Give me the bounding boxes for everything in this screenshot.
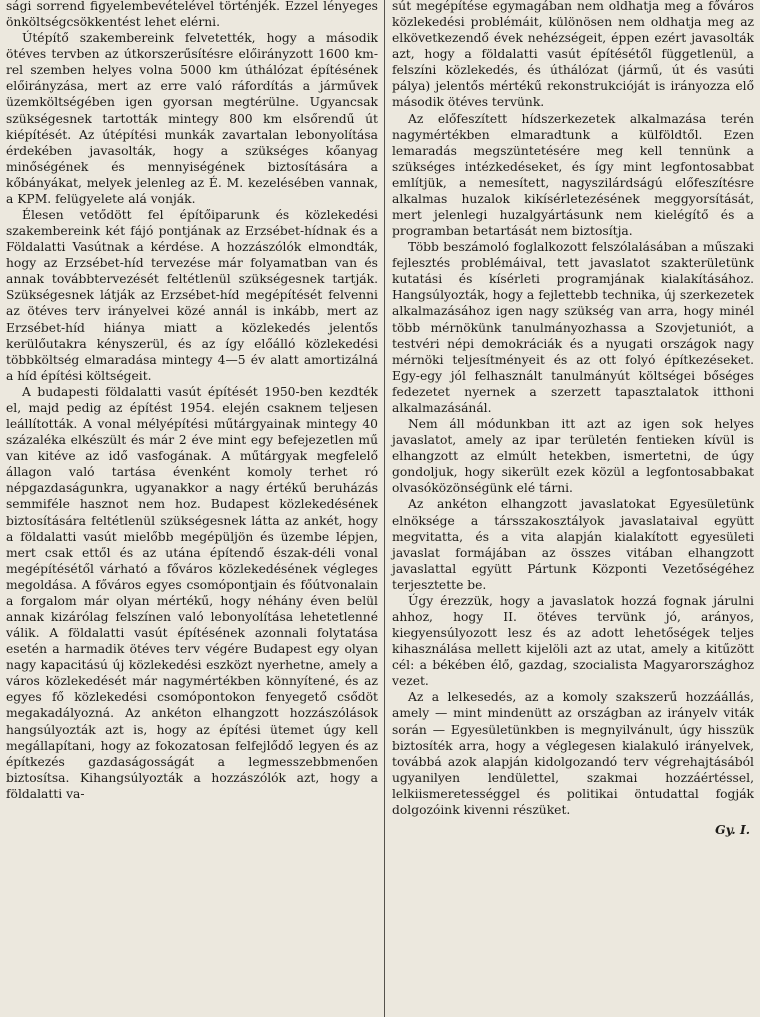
- paragraph: Több beszámoló foglalkozott felszólalásában a műszaki fejlesztés problémáival, tett javaslatot szakterületünk kutatási és kísérleti programjának kialakításához. Hangsúlyozták, hogy a fejlettebb technika, új szerkezetek alkalmazásához igen nagy szükség van arra, hogy minél több mérnökünk tanulmányozhassa a Szovjetuniót, a testvéri népi demokráciák és a nyugati országok nagy mérnöki teljesítményeit és az ott folyó építkezéseket. Egy-egy jól felhasznált tanulmányút költségei bőséges fedezetet nyernek a szerzett tapasztalatok itthoni alkalmazásánál.: [392, 240, 754, 415]
- paragraph: Úgy érezzük, hogy a javaslatok hozzá fognak járulni ahhoz, hogy II. ötéves tervünk jó, arányos, kiegyensúlyozott lesz és az adott lehetőségek teljes kihasználása mellett kijelöli azt az utat, amely a kitűzött cél: a békében élő, gazdag, szocialista Magyarországhoz vezet.: [392, 593, 754, 689]
- column-divider: [384, 0, 385, 1017]
- paragraph: sút megépítése egymagában nem oldhatja meg a főváros közlekedési problémáit, különösen nem oldhatja meg az elkövetkezendő évek nehézségeit, éppen ezért javasolták azt, hogy a földalatti vasút építésétől függetlenül, a felszíni közlekedés, és úthálózat (jármű, út és vasúti pálya) jelentős mértékű rekonstrukcióját is irányozza elő második ötéves tervünk.: [392, 0, 754, 110]
- author-signature: Gy. I.: [715, 821, 750, 837]
- right-column: [392, 0, 754, 838]
- paragraph: sági sorrend figyelembevételével történjék. Ezzel lényeges önköltségcsökkentést lehet elérni.: [6, 0, 378, 30]
- paragraph: Útépítő szakembereink felvetették, hogy a második ötéves tervben az útkorszerűsítésre előirányzott 1600 km-rel szemben helyes volna 5000 km úthálózat építésének előirányzása, mert az erre való ráfordítás a járművek üzemköltségében igen gyorsan megtérülne. Ugyancsak szükségesnek tartották mintegy 800 km elsőrendű út kiépítését. Az útépítési munkák zavartalan lebonyolítása érdekében javasolták, hogy a szükséges kőanyag minőségének és mennyiségének biztosítására a kőbányákat, melyek jelenleg az É. M. kezelésében vannak, a KPM. felügyelete alá vonják.: [6, 31, 378, 206]
- paragraph: Az ankéton elhangzott javaslatokat Egyesületünk elnöksége a társszakosztályok javaslataival együtt megvitatta, és a vita alapján kialakított egyesületi javaslat formájában az összes vitában elhangzott javaslattal együtt Pártunk Központi Vezetőségéhez terjesztette be.: [392, 497, 754, 592]
- paragraph: Az előfeszített hídszerkezetek alkalmazása terén nagymértékben elmaradtunk a külföldtől. Ezen lemaradás megszüntetésére meg kell tennünk a szükséges intézkedéseket, és így mint legfontosabbat említjük, a nemesített, nagyszilárdságú előfeszítésre alkalmas huzalok kikísérletezésének meggyorsítását, mert jelenlegi huzalgyártásunk nem kielégítő és a programban betartását nem biztosítja.: [392, 111, 754, 239]
- paragraph: A budapesti földalatti vasút építését 1950-ben kezdték el, majd pedig az építést 1954. elején csaknem teljesen leállították. A vonal mélyépítési műtárgyainak mintegy 40 százaléka elkészült és már 2 éve mint egy befejezetlen mű van kitéve az idő vasfogának. A műtárgyak megfelelő állagon való tartása évenként komoly terhet ró népgazdaságunkra, ugyanakkor a nagy értékű beruházás semmiféle hasznot nem hoz. Budapest közlekedésének biztosítására feltétlenül szükségesnek látta az ankét, hogy a földalatti vasút mielőbb megépüljön és üzembe lépjen, mert csak ettől és az utána építendő észak-déli vonal megépítésétől várható a főváros közlekedésének végleges megoldása. A főváros egyes csomópontjain és főútvonalain a forgalom már olyan mértékű, hogy néhány éven belül annak kizárólag felszínen való lebonyolítása lehetetlenné válik. A földalatti vasút építésének azonnali folytatása esetén a harmadik ötéves terv végére Budapest egy olyan nagy kapacitású új közlekedési eszközt nyerhetne, amely a város közlekedését már nagymértékben könnyítené, és az egyes fő közlekedési csomópontokon fenyegető csődöt megakadályozná. Az ankéton elhangzott hozzászólások hangsúlyozták azt is, hogy az építési ütemet úgy kell megállapítani, hogy az fokozatosan felfejlődő legyen és az építkezés gazdaságosságát a legmesszebbmenően biztosítsa. Kihangsúlyozták a hozzászólók azt, hogy a földalatti va-: [6, 384, 378, 801]
- paragraph: Az a lelkesedés, az a komoly szakszerű hozzáállás, amely — mint mindenütt az országban az irányelv viták során — Egyesületünkben is megnyilvánult, úgy hisszük biztosíték arra, hogy a véglegesen kialakuló irányelvek, továbbá azok alapján kidolgozandó terv végrehajtásából ugyanilyen lendülettel, szakmai hozzáértéssel, lelkiismeretességgel és politikai öntudattal fogják dolgozóink kivenni részüket.: [392, 690, 754, 817]
- paragraph: Nem áll módunkban itt azt az igen sok helyes javaslatot, amely az ipar területén fentieken kívül is elhangzott az elmúlt hetekben, ismertetni, de úgy gondoljuk, hogy sikerült ezek közül a legfontosabbakat olvasóközönségünk elé tárni.: [392, 417, 754, 496]
- left-column: [6, 0, 378, 802]
- paragraph: Élesen vetődött fel építőiparunk és közlekedési szakembereink két fájó pontjának az Erzsébet-hídnak és a Földalatti Vasútnak a kérdése. A hozzászólók elmondták, hogy az Erzsébet-híd tervezése már folyamatban van és annak továbbtervezését feltétlenül szükségesnek tartják. Szükségesnek látják az Erzsébet-híd megépítését felvenni az ötéves terv irányelvei közé annál is inkább, mert az Erzsébet-híd hiánya miatt a közlekedés jelentős kerülőutakra kényszerül, és az így előálló közlekedési többköltség elmaradása mintegy 4—5 év alatt amortizálná a híd építési költségeit.: [6, 208, 378, 383]
